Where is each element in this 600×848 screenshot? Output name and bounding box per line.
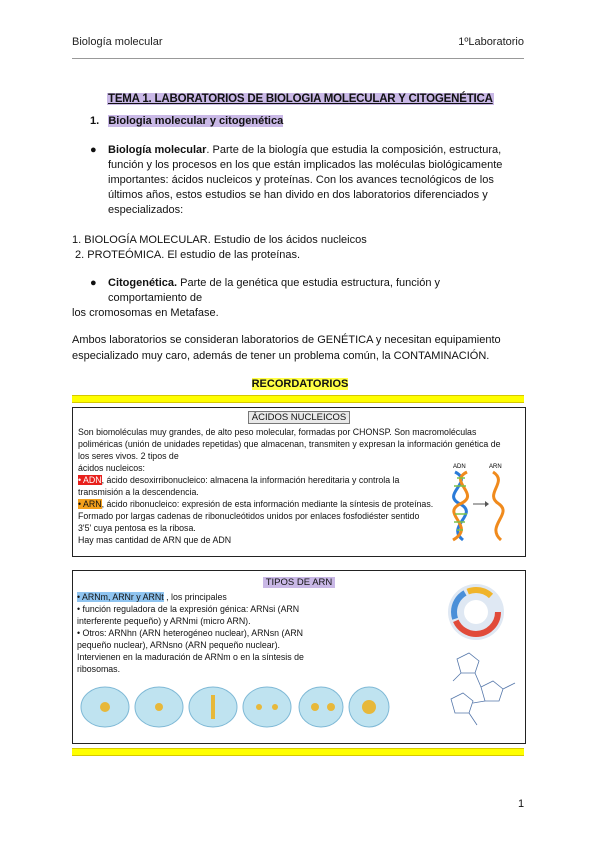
tipos-line: ribosomas. bbox=[77, 664, 121, 674]
tipos-line: Intervienen en la maduración de ARNm o en la síntesis de bbox=[77, 652, 304, 662]
tipos-heading: TIPOS DE ARN bbox=[73, 577, 525, 588]
tipos-line: • función reguladora de la expresión génica: ARNsi (ARN bbox=[77, 604, 300, 614]
bullet-citogenetica bbox=[90, 276, 530, 308]
bullet1-line: importantes: ácidos nucleicos y proteínas. Con los avances tecnológicos de los bbox=[108, 174, 494, 186]
acidos-rest: Formado por largas cadenas de ribonucleótidos unidos por enlaces fosfodiéster sentido bbox=[78, 511, 420, 521]
acidos-heading: ÁCIDOS NUCLEICOS bbox=[73, 412, 525, 423]
acidos-nucleicos-box bbox=[72, 407, 526, 557]
bullet1-line: últimos años, estos estudios se han divido en dos laboratorios diferenciados y bbox=[108, 189, 488, 201]
bullet-biologia-molecular bbox=[90, 143, 530, 223]
yellow-band bbox=[72, 395, 524, 403]
bullet1-bold: Biología molecular bbox=[108, 144, 207, 156]
dna-rna-figure bbox=[445, 460, 521, 548]
adn-text2: transmisión a la descendencia. bbox=[78, 487, 199, 497]
header-left: Biología molecular bbox=[72, 36, 163, 48]
tipos-first-tag: • ARNm, ARNr y ARNt bbox=[77, 592, 164, 602]
page-number: 1 bbox=[518, 798, 525, 810]
section-subtitle bbox=[90, 115, 283, 127]
header-divider bbox=[72, 58, 524, 59]
header-right: 1ºLaboratorio bbox=[458, 36, 524, 48]
acidos-line: Son biomoléculas muy grandes, de alto peso molecular, formadas por CHONSP. Son macromoléculas bbox=[78, 427, 477, 437]
cell-division-figure bbox=[79, 681, 391, 731]
bullet-dot-icon: ● bbox=[90, 277, 97, 289]
subtitle-text: Biologia molecular y citogenética bbox=[108, 115, 284, 127]
paragraph-line1: Ambos laboratorios se consideran laboratorios de GENÉTICA y necesitan equipamiento bbox=[72, 334, 501, 346]
adn-text: , ácido desoxirribonucleico: almacena la información hereditaria y controla la bbox=[101, 475, 400, 485]
numbered-item-1: 1. BIOLOGÍA MOLECULAR. Estudio de los ácidos nucleicos bbox=[72, 234, 367, 246]
tipos-line: interferente pequeño) y ARNmi (micro ARN). bbox=[77, 616, 251, 626]
tipos-line: pequeño nuclear), ARNsno (ARN pequeño nuclear). bbox=[77, 640, 280, 650]
acidos-line: poliméricas (unión de unidades repetidas) que almacenan, transmiten y expresan la información genética de bbox=[78, 439, 501, 449]
adn-tag: • ADN bbox=[78, 475, 102, 485]
tipos-line: • Otros: ARNhn (ARN heterogéneo nuclear), ARNsn (ARN bbox=[77, 628, 304, 638]
bullet2-bold: Citogenética. bbox=[108, 277, 178, 289]
acidos-rest: 3'5' cuya pentosa es la ribosa. bbox=[78, 523, 196, 533]
subtitle-number: 1. bbox=[90, 115, 100, 127]
paragraph-line2: especializado muy caro, además de tener un problema común, la CONTAMINACIÓN. bbox=[72, 350, 490, 362]
page-title: TEMA 1. LABORATORIOS DE BIOLOGIA MOLECULAR Y CITOGENÉTICA bbox=[108, 93, 493, 105]
tipos-first-rest: , los principales bbox=[163, 592, 227, 602]
cell-cycle-figure bbox=[437, 579, 515, 645]
arn-tag: • ARN bbox=[78, 499, 102, 509]
bullet1-line: función y los procesos en los que están implicados las moléculas biológicamente bbox=[108, 159, 503, 171]
bullet2-line2: comportamiento de bbox=[108, 292, 203, 304]
numbered-item-2: 2. PROTEÓMICA. El estudio de las proteínas. bbox=[72, 249, 301, 261]
fig-label-arn: ARN bbox=[489, 464, 502, 470]
bullet1-line: especializados: bbox=[108, 204, 184, 216]
acidos-line: ácidos nucleicos: bbox=[78, 463, 145, 473]
acidos-line: los seres vivos. 2 tipos de bbox=[78, 451, 179, 461]
arn-text: , ácido ribonucleico: expresión de esta información mediante la síntesis de proteínas. bbox=[101, 499, 434, 509]
bullet2-line3: los cromosomas en Metafase. bbox=[72, 307, 219, 319]
yellow-band-bottom bbox=[72, 748, 524, 756]
bullet2-line1: Parte de la genética que estudia estructura, función y bbox=[177, 277, 441, 289]
molecule-structure-figure bbox=[437, 647, 521, 731]
bullet1-line: . Parte de la biología que estudia la composición, estructura, bbox=[206, 144, 502, 156]
fig-label-adn: ADN bbox=[453, 464, 466, 470]
tipos-arn-box bbox=[72, 570, 526, 744]
bullet-dot-icon: ● bbox=[90, 144, 97, 156]
recordatorios-heading: RECORDATORIOS bbox=[251, 378, 349, 390]
acidos-rest: Hay mas cantidad de ARN que de ADN bbox=[78, 535, 232, 545]
